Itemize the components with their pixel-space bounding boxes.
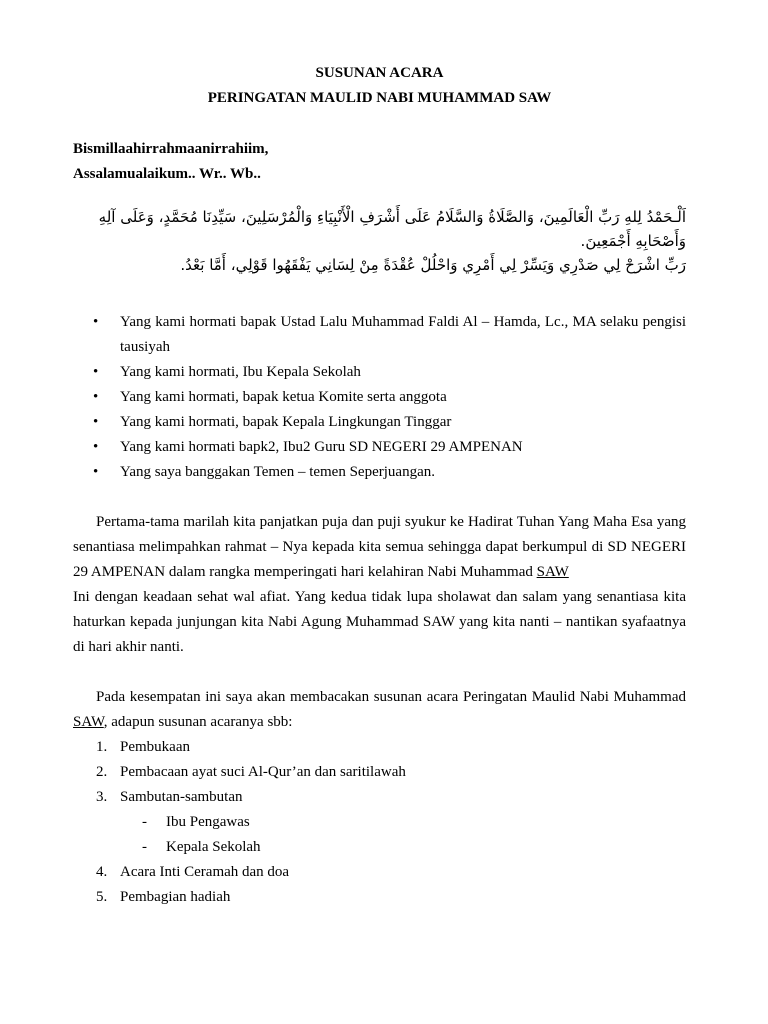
list-item-text: Yang kami hormati bapk2, Ibu2 Guru SD NEGERI 29 AMPENAN — [120, 439, 523, 455]
agenda-item-text: Sambutan-sambutan — [120, 789, 243, 805]
agenda-item — [73, 885, 686, 910]
agenda-item-text: Pembagian hadiah — [120, 889, 231, 905]
agenda-item-number: 1. — [96, 739, 108, 755]
agenda-item-number: 4. — [96, 864, 108, 880]
list-item — [73, 360, 686, 385]
list-item — [73, 385, 686, 410]
list-item-text: Yang kami hormati, bapak ketua Komite serta anggota — [120, 389, 447, 405]
bullet-marker: • — [93, 364, 99, 380]
agenda-list — [73, 735, 686, 910]
document-title: SUSUNAN ACARA — [315, 65, 444, 81]
bullet-marker: • — [93, 439, 99, 455]
list-item — [73, 310, 686, 360]
paragraph-text: , adapun susunan acaranya sbb: — [103, 714, 293, 730]
agenda-intro-paragraph — [73, 685, 686, 735]
agenda-item-text: Pembukaan — [120, 739, 190, 755]
agenda-subitem-dash: - — [142, 839, 147, 855]
arabic-opening-prayer: رَبِّ اشْرَحْ لِي صَدْرِي وَيَسِّرْ لِي أَمْرِي وَاحْلُلْ عُقْدَةً مِنْ لِسَانِي يَفْقَهُوا قَوْلِي، أَمَّا بَعْدُ. — [180, 256, 686, 274]
paragraph-text: Ini dengan keadaan sehat wal afiat. Yang kedua tidak lupa sholawat dan salam yang senantiasa kita haturkan kepada junjungan kita Nabi Agung Muhammad SAW yang kita nanti – nantikan syafaatnya di hari akhir nanti. — [73, 589, 686, 655]
paragraph-text: Pertama-tama marilah kita panjatkan puja dan puji syukur ke Hadirat Tuhan Yang Maha Esa yang senantiasa melimpahkan rahmat – Nya kepada kita semua sehingga dapat berkumpul di SD NEGERI 29 AMPENAN dalam rangka memperingati hari kelahiran Nabi Muhammad — [73, 514, 686, 580]
agenda-item — [73, 760, 686, 785]
agenda-item — [73, 735, 686, 760]
agenda-subitem-text: Ibu Pengawas — [166, 814, 250, 830]
bullet-marker: • — [93, 314, 99, 330]
list-item — [73, 460, 686, 485]
list-item — [73, 410, 686, 435]
honorifics-list — [73, 310, 686, 485]
salam-greeting: Assalamualaikum.. Wr.. Wb.. — [73, 166, 261, 182]
basmala-greeting: Bismillaahirrahmaanirrahiim, — [73, 141, 269, 157]
agenda-subitem-text: Kepala Sekolah — [166, 839, 261, 855]
list-item-text: Yang kami hormati, Ibu Kepala Sekolah — [120, 364, 361, 380]
agenda-item-text: Pembacaan ayat suci Al-Qur’an dan saritilawah — [120, 764, 406, 780]
agenda-item — [73, 860, 686, 885]
arabic-opening-praise: اَلْـحَمْدُ لِلهِ رَبِّ الْعَالَمِينَ، وَالصَّلَاةُ وَالسَّلَامُ عَلَى أَشْرَفِ الْأَنْبِيَاءِ وَالْمُرْسَلِينَ، سَيِّدِنَا مُحَمَّدٍ، وَعَلَى آلِهِ وَأَصْحَابِهِ أَجْمَعِينَ. — [98, 208, 686, 250]
agenda-subitem-dash: - — [142, 814, 147, 830]
bullet-marker: • — [93, 414, 99, 430]
agenda-item-number: 2. — [96, 764, 108, 780]
agenda-item — [73, 785, 686, 810]
agenda-item-text: Acara Inti Ceramah dan doa — [120, 864, 290, 880]
bullet-marker: • — [93, 464, 99, 480]
paragraph-text: Pada kesempatan ini saya akan membacakan susunan acara Peringatan Maulid Nabi Muhammad — [96, 689, 686, 705]
agenda-item-number: 5. — [96, 889, 108, 905]
opening-paragraph — [73, 510, 686, 660]
agenda-item-number: 3. — [96, 789, 108, 805]
underlined-text: SAW — [536, 564, 569, 580]
list-item-text: Yang saya banggakan Temen – temen Seperjuangan. — [120, 464, 435, 480]
underlined-text: SAW — [73, 714, 104, 730]
list-item — [73, 435, 686, 460]
agenda-subitem — [73, 810, 686, 835]
document-subtitle: PERINGATAN MAULID NABI MUHAMMAD SAW — [207, 90, 552, 106]
agenda-subitem — [73, 835, 686, 860]
list-item-text: Yang kami hormati, bapak Kepala Lingkungan Tinggar — [120, 414, 452, 430]
bullet-marker: • — [93, 389, 99, 405]
list-item-text: Yang kami hormati bapak Ustad Lalu Muhammad Faldi Al – Hamda, Lc., MA selaku pengisi tausiyah — [120, 314, 686, 355]
